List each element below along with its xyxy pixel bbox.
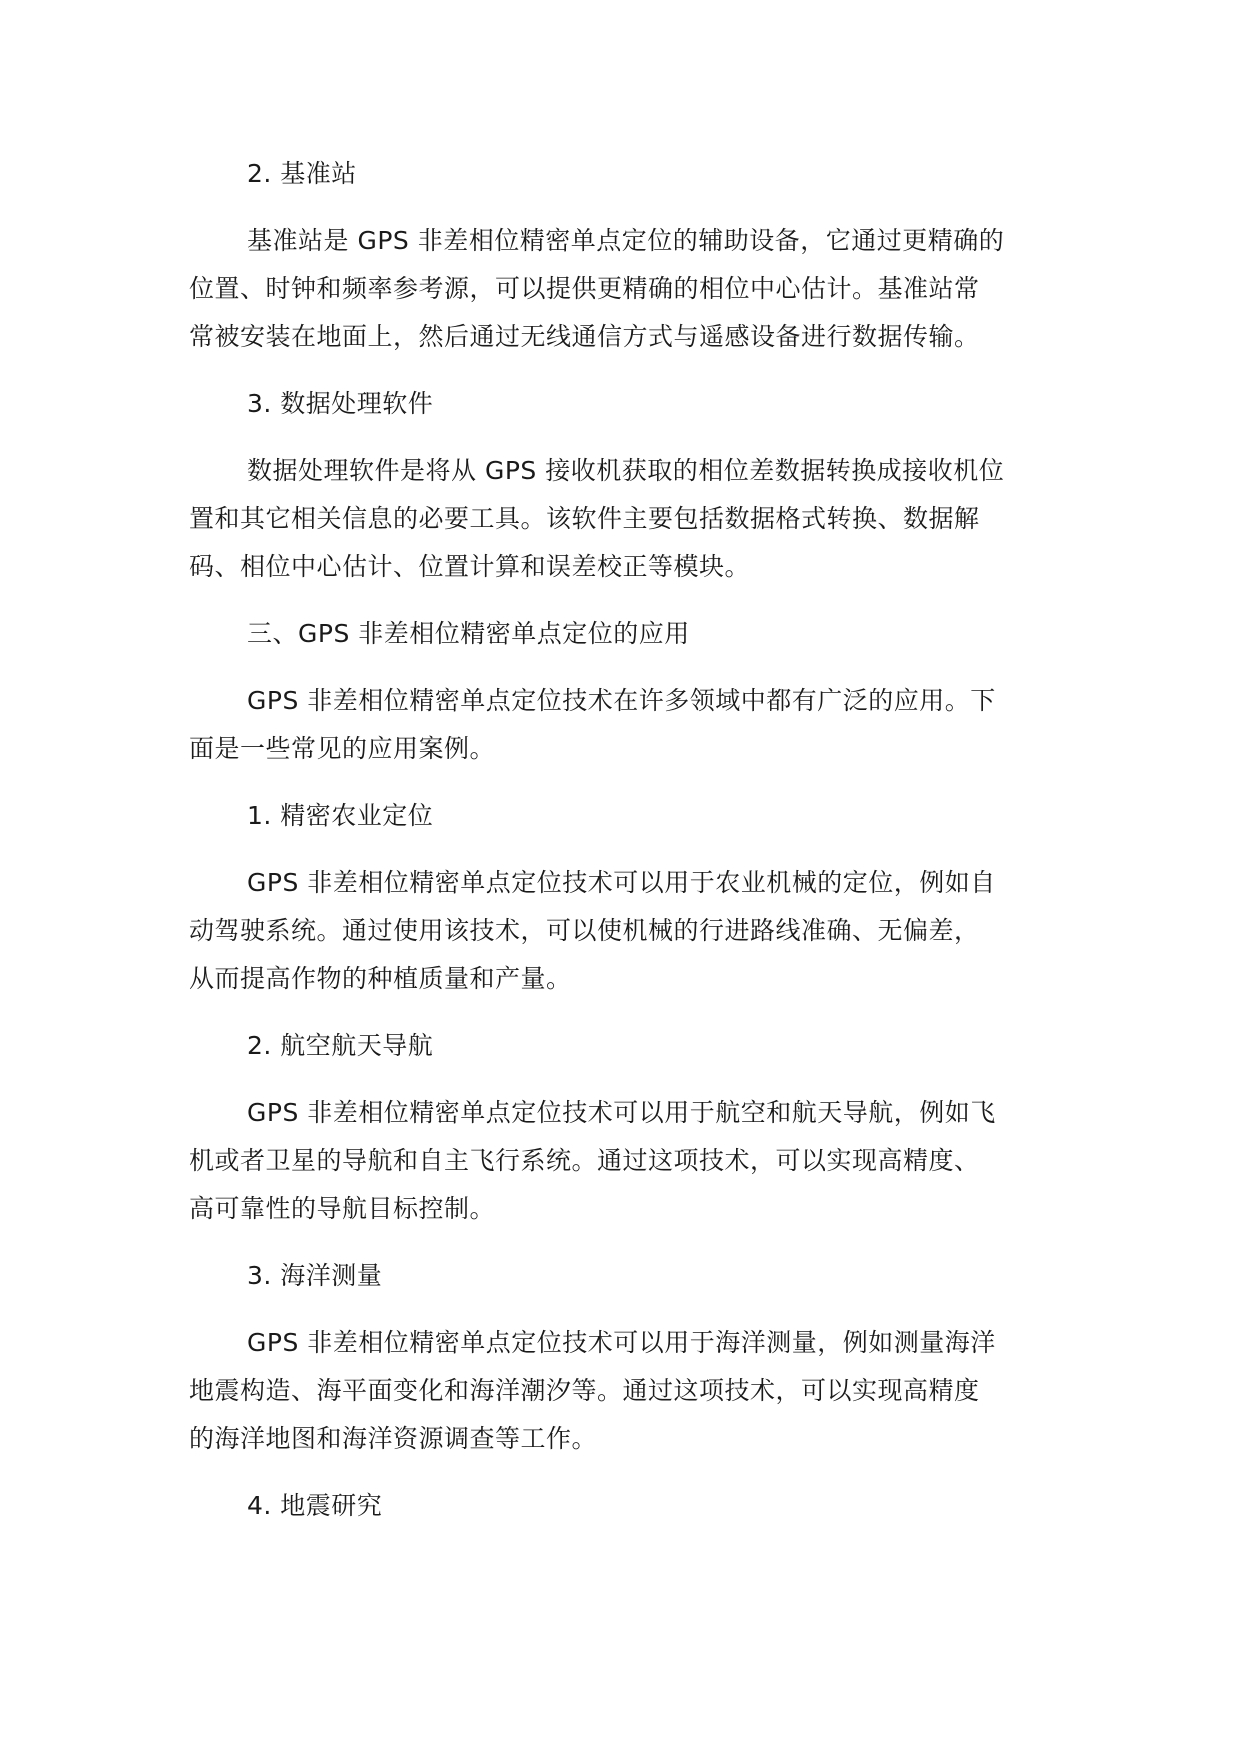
section-heading-agriculture: 1. 精密农业定位	[247, 801, 434, 830]
section-heading-base-station: 2. 基准站	[247, 159, 357, 188]
paragraph-line: GPS 非差相位精密单点定位技术可以用于海洋测量，例如测量海洋	[247, 1328, 996, 1357]
section-heading-earthquake: 4. 地震研究	[247, 1491, 383, 1520]
paragraph-line: 位置、时钟和频率参考源，可以提供更精确的相位中心估计。基准站常	[189, 274, 980, 303]
paragraph-line: GPS 非差相位精密单点定位技术可以用于航空和航天导航，例如飞	[247, 1098, 996, 1127]
paragraph-line: 码、相位中心估计、位置计算和误差校正等模块。	[189, 552, 751, 581]
paragraph-base-station	[189, 217, 1049, 361]
chapter-heading-applications: 三、GPS 非差相位精密单点定位的应用	[247, 619, 690, 648]
paragraph-line: 高可靠性的导航目标控制。	[189, 1194, 496, 1223]
paragraph-line: 机或者卫星的导航和自主飞行系统。通过这项技术，可以实现高精度、	[189, 1146, 980, 1175]
section-heading-ocean: 3. 海洋测量	[247, 1261, 383, 1290]
paragraph-line: 数据处理软件是将从 GPS 接收机获取的相位差数据转换成接收机位	[247, 456, 1005, 485]
paragraph-line: 置和其它相关信息的必要工具。该软件主要包括数据格式转换、数据解	[189, 504, 980, 533]
paragraph-aerospace	[189, 1089, 1049, 1233]
section-heading-aerospace: 2. 航空航天导航	[247, 1031, 434, 1060]
paragraph-line: GPS 非差相位精密单点定位技术可以用于农业机械的定位，例如自	[247, 868, 996, 897]
paragraph-line: 常被安装在地面上，然后通过无线通信方式与遥感设备进行数据传输。	[189, 322, 980, 351]
paragraph-line: 动驾驶系统。通过使用该技术，可以使机械的行进路线准确、无偏差，	[189, 916, 980, 945]
paragraph-line: 的海洋地图和海洋资源调查等工作。	[189, 1424, 598, 1453]
paragraph-ocean	[189, 1319, 1049, 1463]
paragraph-line: GPS 非差相位精密单点定位技术在许多领域中都有广泛的应用。下	[247, 686, 996, 715]
paragraph-line: 从而提高作物的种植质量和产量。	[189, 964, 572, 993]
section-heading-software: 3. 数据处理软件	[247, 389, 434, 418]
paragraph-software	[189, 447, 1049, 591]
document-page	[189, 150, 1049, 1549]
paragraph-applications-intro	[189, 677, 1049, 773]
paragraph-agriculture	[189, 859, 1049, 1003]
paragraph-line: 基准站是 GPS 非差相位精密单点定位的辅助设备，它通过更精确的	[247, 226, 1005, 255]
paragraph-line: 地震构造、海平面变化和海洋潮汐等。通过这项技术，可以实现高精度	[189, 1376, 980, 1405]
paragraph-line: 面是一些常见的应用案例。	[189, 734, 496, 763]
